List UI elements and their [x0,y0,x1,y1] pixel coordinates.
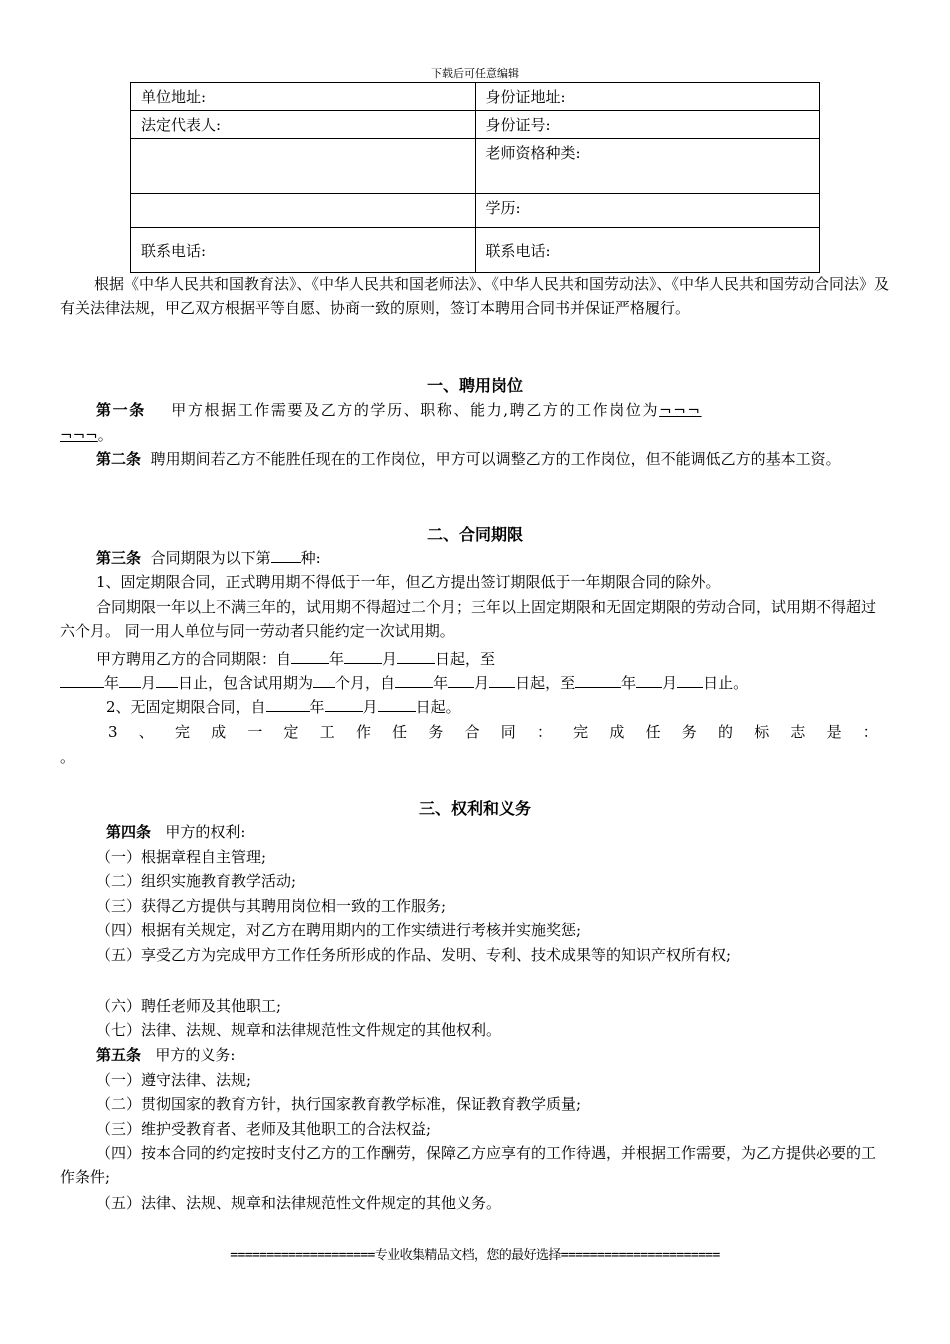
rights-item: （二）组织实施教育教学活动; [96,872,297,890]
fixed-term-item: 1、固定期限合同，正式聘用期不得低于一年，但乙方提出签订期限低于一年期限合同的除外。 [96,573,721,591]
task-char: 完 [174,723,190,741]
education-cell: 学历: [475,194,820,228]
start-month-blank[interactable] [344,647,382,664]
duty-item: （一）遵守法律、法规; [96,1071,252,1089]
task-contract-end: 。 [60,748,76,766]
article-5-line [96,1043,926,1067]
end-year-blank[interactable] [60,671,104,688]
task-char: 合 [464,723,480,741]
probation-start-day-blank[interactable] [489,671,515,688]
probation-end-year-blank[interactable] [575,671,621,688]
task-char: 、 [138,723,154,741]
open-term-item [106,695,936,719]
day-end-label: 日止，包含试用期为 [178,674,314,692]
article-3-line [96,546,926,570]
task-char: 是 [826,723,842,741]
item2-end-label: 日起。 [415,698,461,716]
rights-item: （四）根据有关规定，对乙方在聘用期内的工作实绩进行考核并实施奖惩; [96,921,582,939]
year-label: 年 [309,698,325,716]
task-char: 任 [392,723,408,741]
months-from-label: 个月，自 [335,674,396,692]
term-prefix: 甲方聘用乙方的合同期限：自 [96,650,292,668]
section-title-term: 二、合同期限 [426,525,523,544]
legal-representative-cell: 法定代表人: [131,111,476,139]
term-line-2 [60,671,890,695]
section-title-rights: 三、权利和义务 [418,799,531,818]
probation-paragraph: 合同期限一年以上不满三年的，试用期不得超过二个月；三年以上固定期限和无固定期限的劳动合同，试用期不得超过六个月。 同一用人单位与同一劳动者只能约定一次试用期。 [60,598,877,640]
employer-phone-cell: 联系电话: [131,228,476,273]
end-day-blank[interactable] [156,671,178,688]
probation-start-month-blank[interactable] [448,671,474,688]
task-char: 的 [717,723,733,741]
position-fill-2: ¬¬¬ [60,426,98,444]
month-label: 月 [662,674,678,692]
rights-item: （七）法律、法规、规章和法律规范性文件规定的其他权利。 [96,1021,502,1039]
year-label: 年 [104,674,120,692]
open-start-year-blank[interactable] [266,695,310,712]
year-label: 年 [329,650,345,668]
day-to-label: 日起，至 [515,674,576,692]
article-5-label: 第五条 [96,1046,142,1064]
day-from-label: 日起，至 [435,650,496,668]
task-char: 任 [645,723,661,741]
rights-item: （三）获得乙方提供与其聘用岗位相一致的工作服务; [96,897,447,915]
task-char: 工 [319,723,335,741]
task-char: 完 [573,723,589,741]
task-char: 定 [283,723,299,741]
task-char: 务 [681,723,697,741]
probation-end-month-blank[interactable] [636,671,662,688]
article-2-label: 第二条 [96,450,142,468]
probation-months-blank[interactable] [313,671,335,688]
probation-start-year-blank[interactable] [395,671,433,688]
term-type-blank[interactable] [271,546,301,563]
task-char: 作 [355,723,371,741]
end-month-blank[interactable] [119,671,141,688]
article-3-label: 第三条 [96,549,142,567]
party-info-table [130,82,820,273]
rights-item: （五）享受乙方为完成甲方工作任务所形成的作品、发明、专利、技术成果等的知识产权所有权; [96,946,732,964]
article-1-end: 。 [97,426,113,444]
article-1-label: 第一条 [96,401,146,419]
section-title-position: 一、聘用岗位 [426,376,523,395]
empty-cell [131,194,476,228]
article-2-text: 聘用期间若乙方不能胜任现在的工作岗位，甲方可以调整乙方的工作岗位，但不能调低乙方的基本工资。 [150,450,841,468]
article-4-label: 第四条 [106,823,152,841]
month-label: 月 [474,674,490,692]
article-1-text: 甲方根据工作需要及乙方的学历、职称、能力,聘乙方的工作岗位为 [171,401,660,419]
day-stop-label: 日止。 [703,674,749,692]
month-label: 月 [141,674,157,692]
header-note: 下载后可任意编辑 [431,67,519,80]
task-char: ： [536,723,552,741]
open-start-day-blank[interactable] [378,695,416,712]
article-3-text-a: 合同期限为以下第 [150,549,271,567]
start-year-blank[interactable] [291,647,329,664]
year-label: 年 [621,674,637,692]
employer-address-cell: 单位地址: [131,83,476,111]
probation-end-day-blank[interactable] [677,671,703,688]
article-2 [60,447,890,471]
duty-item: （三）维护受教育者、老师及其他职工的合法权益; [96,1120,432,1138]
open-start-month-blank[interactable] [325,695,363,712]
teacher-qualification-cell: 老师资格种类: [475,139,820,194]
task-char: 3 [108,723,118,741]
start-day-blank[interactable] [397,647,435,664]
article-1-line-1 [96,398,892,422]
article-4-text: 甲方的权利: [165,823,246,841]
rights-item: （一）根据章程自主管理; [96,848,267,866]
task-char: 一 [247,723,263,741]
open-term-prefix: 2、无固定期限合同，自 [106,698,266,716]
task-char: 志 [790,723,806,741]
duty-item: （五）法律、法规、规章和法律规范性文件规定的其他义务。 [96,1194,502,1212]
month-label: 月 [362,698,378,716]
task-char: 成 [211,723,227,741]
term-line-1 [96,647,926,671]
task-char: ： [862,723,878,741]
footer-banner: ====================专业收集精品文档，您的最好选择====================== [230,1248,720,1263]
article-5-text: 甲方的义务: [155,1046,236,1064]
task-char: 务 [428,723,444,741]
task-contract-item [108,720,878,744]
intro-paragraph: 根据《中华人民共和国教育法》、《中华人民共和国老师法》、《中华人民共和国劳动法》、《中华人民共和国劳动合同法》及有关法律法规，甲乙双方根据平等自愿、协商一致的原则，签订本聘用合同书并保证严格履行。 [60,275,890,317]
rights-item: （六）聘任老师及其他职工; [96,997,282,1015]
task-char: 同 [500,723,516,741]
position-fill: ¬¬¬ [659,401,702,419]
id-number-cell: 身份证号: [475,111,820,139]
task-char: 成 [609,723,625,741]
duty-item: （二）贯彻国家的教育方针，执行国家教育教学标准，保证教育教学质量; [96,1095,582,1113]
month-label: 月 [382,650,398,668]
duty-item: （四）按本合同的约定按时支付乙方的工作酬劳，保障乙方应享有的工作待遇，并根据工作需要，为乙方提供必要的工作条件; [60,1144,877,1186]
year-label: 年 [433,674,449,692]
employee-phone-cell: 联系电话: [475,228,820,273]
empty-cell [131,139,476,194]
article-4-line [106,820,936,844]
article-1-line-2 [60,423,890,447]
article-3-text-b: 种: [300,549,321,567]
id-address-cell: 身份证地址: [475,83,820,111]
task-char: 标 [754,723,770,741]
